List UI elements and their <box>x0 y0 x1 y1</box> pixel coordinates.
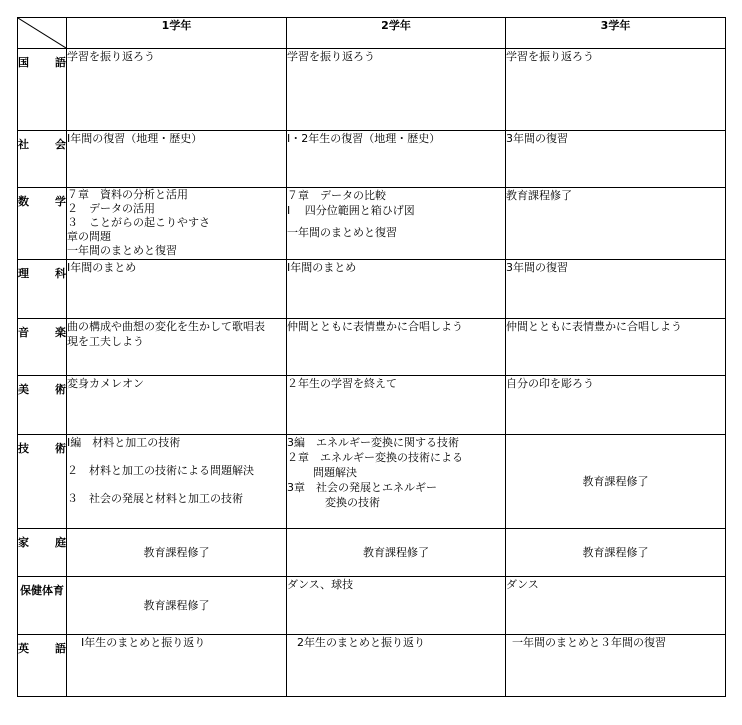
cell-text: 3年間の復習 <box>506 132 568 145</box>
subject-char: 数 <box>18 195 29 208</box>
cell-text: Ⅰ年間のまとめ <box>287 261 357 274</box>
subject-char: 術 <box>55 383 66 396</box>
cell-text: ２ データの活用 <box>67 202 155 215</box>
year1-cell <box>67 188 287 260</box>
cell-text: Ⅰ・2年生の復習（地理・歴史） <box>287 132 441 145</box>
cell-text: ３ 社会の発展と材料と加工の技術 <box>67 492 243 505</box>
table-row <box>18 529 726 577</box>
year3-cell <box>506 577 726 635</box>
subject-char: 英 <box>18 642 29 655</box>
cell-text: 教育課程修了 <box>582 475 649 488</box>
year2-cell <box>287 577 506 635</box>
cell-text: 曲の構成や曲想の変化を生かして歌唱表 <box>67 320 265 333</box>
cell-text: Ⅰ年生のまとめと振り返り <box>81 636 206 649</box>
subject-char: 音 <box>18 326 29 339</box>
year3-cell <box>506 529 726 577</box>
cell-text: 一年間のまとめと復習 <box>67 244 177 257</box>
year3-cell <box>506 635 726 697</box>
cell-text: 変身カメレオン <box>67 377 144 390</box>
cell-text: 一年間のまとめと３年間の復習 <box>512 636 666 649</box>
year2-cell <box>287 435 506 529</box>
cell-text: 教育課程修了 <box>143 546 210 559</box>
year3-cell <box>506 319 726 376</box>
cell-text: 教育課程修了 <box>506 189 572 202</box>
year2-cell <box>287 260 506 319</box>
cell-text: 2年生のまとめと振り返り <box>297 636 425 649</box>
cell-text: ３ ことがらの起こりやすさ <box>67 216 210 229</box>
subject-cell <box>18 635 67 697</box>
table-row <box>18 131 726 188</box>
subject-cell <box>18 49 67 131</box>
cell-text: 教育課程修了 <box>363 546 429 559</box>
year2-cell <box>287 529 506 577</box>
subject-char: 語 <box>55 56 66 69</box>
cell-text: 現を工夫しよう <box>67 335 144 348</box>
subject-cell <box>18 260 67 319</box>
year1-cell <box>67 49 287 131</box>
table-row <box>18 188 726 260</box>
cell-text: 仲間とともに表情豊かに合唱しよう <box>506 320 682 333</box>
cell-text: 自分の印を彫ろう <box>506 377 594 390</box>
cell-text: 章の問題 <box>67 230 111 243</box>
table-row <box>18 376 726 435</box>
subject-char: 理 <box>18 267 29 280</box>
cell-text: ７章 資料の分析と活用 <box>67 188 188 201</box>
cell-text: 学習を振り返ろう <box>287 50 375 63</box>
subject-char: 語 <box>55 642 66 655</box>
table-row <box>18 319 726 376</box>
year1-cell <box>67 319 287 376</box>
year1-cell <box>67 131 287 188</box>
cell-text: 教育課程修了 <box>143 599 210 612</box>
year3-cell <box>506 49 726 131</box>
table-row <box>18 577 726 635</box>
subject-cell <box>18 319 67 376</box>
subject-char: 美 <box>18 383 29 396</box>
header-row <box>18 18 726 49</box>
year2-header: 2学年 <box>287 18 506 49</box>
cell-text: ダンス、球技 <box>287 578 354 591</box>
subject-cell <box>18 376 67 435</box>
year1-cell <box>67 376 287 435</box>
cell-text: ２年生の学習を終えて <box>287 377 397 390</box>
subject-cell <box>18 131 67 188</box>
subject-name: 保健体育 <box>20 584 64 597</box>
year3-header: 3学年 <box>506 18 726 49</box>
subject-cell <box>18 188 67 260</box>
cell-text: Ⅰ 四分位範囲と箱ひげ図 <box>287 204 415 217</box>
year1-header: 1学年 <box>67 18 287 49</box>
cell-text: Ⅰ年間のまとめ <box>67 261 137 274</box>
subject-cell <box>18 435 67 529</box>
year2-cell <box>287 635 506 697</box>
year2-cell <box>287 376 506 435</box>
corner-cell <box>18 18 67 49</box>
diagonal-line-icon <box>18 18 66 48</box>
year3-cell <box>506 131 726 188</box>
cell-text: 一年間のまとめと復習 <box>287 226 397 239</box>
subject-char: 国 <box>18 56 29 69</box>
year1-cell <box>67 577 287 635</box>
subject-char: 庭 <box>55 536 66 549</box>
year1-cell <box>67 635 287 697</box>
table-row <box>18 49 726 131</box>
subject-char: 学 <box>55 195 66 208</box>
year2-cell <box>287 188 506 260</box>
subject-char: 術 <box>55 442 66 455</box>
year3-cell <box>506 188 726 260</box>
cell-text: 3編 エネルギー変換に関する技術 <box>287 436 459 449</box>
table-row <box>18 260 726 319</box>
year3-cell <box>506 260 726 319</box>
year2-cell <box>287 319 506 376</box>
year2-cell <box>287 49 506 131</box>
subject-cell <box>18 529 67 577</box>
table-row <box>18 435 726 529</box>
cell-text: 問題解決 <box>313 466 357 479</box>
subject-char: 科 <box>55 267 66 280</box>
cell-text: 学習を振り返ろう <box>506 50 594 63</box>
year1-cell <box>67 529 287 577</box>
cell-text: ２章 エネルギー変換の技術による <box>287 451 463 464</box>
subject-char: 技 <box>18 442 29 455</box>
year1-cell <box>67 435 287 529</box>
cell-text: Ⅰ編 材料と加工の技術 <box>67 436 181 449</box>
cell-text: ７章 データの比較 <box>287 189 386 202</box>
cell-text: 3年間の復習 <box>506 261 568 274</box>
cell-text: 学習を振り返ろう <box>67 50 155 63</box>
year1-cell <box>67 260 287 319</box>
table-row <box>18 635 726 697</box>
subject-char: 楽 <box>55 326 66 339</box>
subject-char: 会 <box>55 138 66 151</box>
subject-char: 家 <box>18 536 29 549</box>
cell-text: Ⅰ年間の復習（地理・歴史） <box>67 132 203 145</box>
cell-text: ダンス <box>506 578 539 591</box>
year3-cell <box>506 435 726 529</box>
cell-text: 教育課程修了 <box>582 546 649 559</box>
cell-text: 変換の技術 <box>325 496 380 509</box>
subject-cell <box>18 577 67 635</box>
subject-char: 社 <box>18 138 29 151</box>
cell-text: ２ 材料と加工の技術による問題解決 <box>67 464 254 477</box>
cell-text: 仲間とともに表情豊かに合唱しよう <box>287 320 463 333</box>
cell-text: 3章 社会の発展とエネルギー <box>287 481 437 494</box>
study-plan-table <box>17 17 726 697</box>
year3-cell <box>506 376 726 435</box>
year2-cell <box>287 131 506 188</box>
